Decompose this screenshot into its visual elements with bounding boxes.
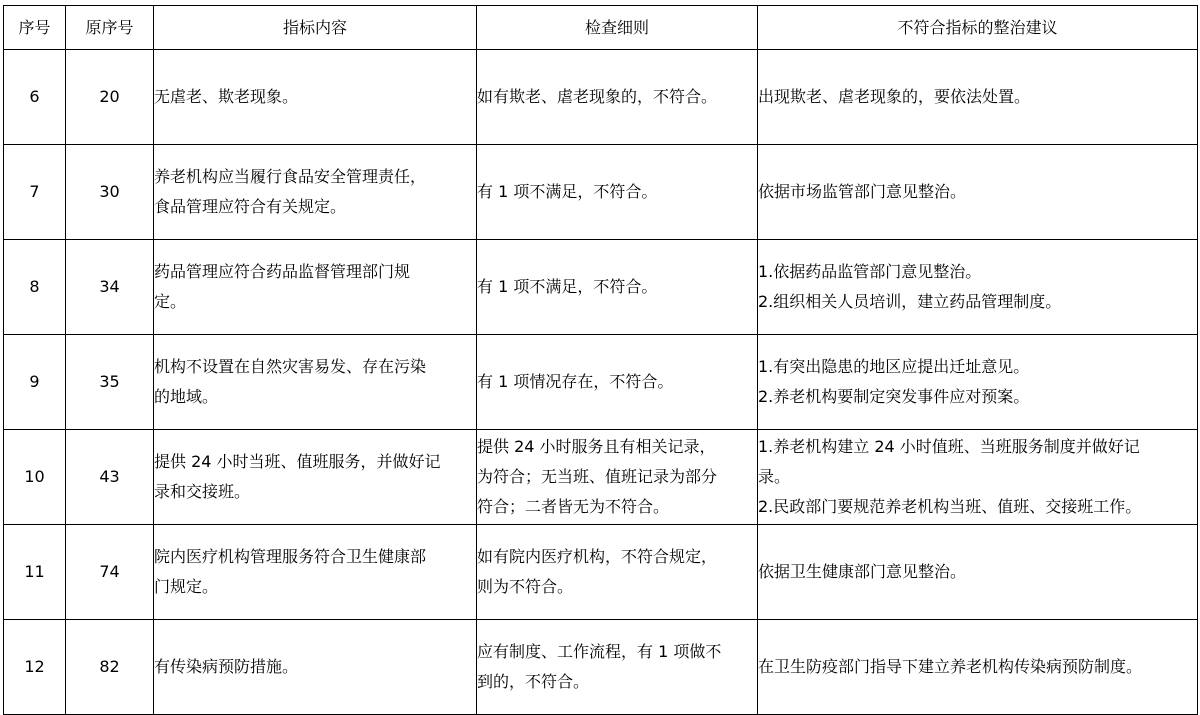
cell-content-line: 无虐老、欺老现象。 — [154, 87, 299, 106]
cell-rule — [477, 145, 758, 240]
cell-content-line: 提供 24 小时当班、值班服务，并做好记 — [154, 452, 441, 471]
cell-advice — [758, 240, 1198, 335]
cell-advice — [758, 50, 1198, 145]
cell-orig-no: 20 — [66, 50, 154, 145]
cell-rule — [477, 335, 758, 430]
cell-rule-line: 符合；二者皆无为不符合。 — [477, 497, 670, 516]
cell-content — [154, 50, 477, 145]
cell-content-line: 院内医疗机构管理服务符合卫生健康部 — [154, 547, 427, 566]
cell-content-line: 养老机构应当履行食品安全管理责任， — [154, 167, 427, 186]
cell-rule-line: 应有制度、工作流程，有 1 项做不 — [477, 642, 722, 661]
cell-content — [154, 240, 477, 335]
cell-advice-line: 2.组织相关人员培训，建立药品管理制度。 — [758, 292, 1062, 311]
cell-content — [154, 430, 477, 525]
cell-advice-line: 1.有突出隐患的地区应提出迁址意见。 — [758, 357, 1030, 376]
cell-content-line: 机构不设置在自然灾害易发、存在污染 — [154, 357, 427, 376]
cell-advice — [758, 525, 1198, 620]
cell-advice — [758, 145, 1198, 240]
cell-content-line: 食品管理应符合有关规定。 — [154, 197, 347, 216]
cell-no: 8 — [4, 240, 66, 335]
cell-no: 6 — [4, 50, 66, 145]
cell-rule-line: 有 1 项情况存在，不符合。 — [477, 372, 674, 391]
cell-content-line: 定。 — [154, 292, 187, 311]
cell-advice — [758, 620, 1198, 715]
cell-advice-line: 录。 — [758, 467, 791, 486]
cell-rule-line: 有 1 项不满足，不符合。 — [477, 277, 658, 296]
cell-advice-line: 1.依据药品监管部门意见整治。 — [758, 262, 982, 281]
cell-content-line: 录和交接班。 — [154, 482, 251, 501]
cell-rule-line: 到的，不符合。 — [477, 672, 590, 691]
cell-orig-no: 30 — [66, 145, 154, 240]
cell-advice-line: 出现欺老、虐老现象的，要依法处置。 — [758, 87, 1031, 106]
cell-content — [154, 525, 477, 620]
cell-content — [154, 145, 477, 240]
cell-advice-line: 2.民政部门要规范养老机构当班、值班、交接班工作。 — [758, 497, 1142, 516]
cell-rule-line: 如有欺老、虐老现象的，不符合。 — [477, 87, 718, 106]
header-orig-no: 原序号 — [66, 6, 154, 50]
cell-rule — [477, 240, 758, 335]
cell-advice-line: 1.养老机构建立 24 小时值班、当班服务制度并做好记 — [758, 437, 1140, 456]
cell-orig-no: 82 — [66, 620, 154, 715]
cell-content-line: 有传染病预防措施。 — [154, 657, 299, 676]
cell-no: 12 — [4, 620, 66, 715]
cell-rule — [477, 525, 758, 620]
cell-content — [154, 335, 477, 430]
table-row — [4, 525, 1198, 620]
table-row — [4, 240, 1198, 335]
cell-orig-no: 74 — [66, 525, 154, 620]
cell-advice — [758, 430, 1198, 525]
cell-content-line: 的地域。 — [154, 387, 219, 406]
cell-orig-no: 34 — [66, 240, 154, 335]
cell-no: 9 — [4, 335, 66, 430]
table-row — [4, 145, 1198, 240]
cell-rule-line: 为符合；无当班、值班记录为部分 — [477, 467, 718, 486]
cell-orig-no: 43 — [66, 430, 154, 525]
cell-advice — [758, 335, 1198, 430]
cell-no: 11 — [4, 525, 66, 620]
cell-rule-line: 提供 24 小时服务且有相关记录， — [477, 437, 716, 456]
table-header — [4, 6, 1198, 50]
cell-no: 10 — [4, 430, 66, 525]
table-row — [4, 430, 1198, 525]
cell-rule-line: 则为不符合。 — [477, 577, 574, 596]
cell-orig-no: 35 — [66, 335, 154, 430]
header-row — [4, 6, 1198, 50]
header-no: 序号 — [4, 6, 66, 50]
table-row — [4, 335, 1198, 430]
cell-advice-line: 依据市场监管部门意见整治。 — [758, 182, 967, 201]
header-rule: 检查细则 — [477, 6, 758, 50]
cell-content-line: 药品管理应符合药品监督管理部门规 — [154, 262, 411, 281]
cell-advice-line: 2.养老机构要制定突发事件应对预案。 — [758, 387, 1030, 406]
cell-content — [154, 620, 477, 715]
cell-rule — [477, 50, 758, 145]
table-body — [4, 50, 1198, 715]
cell-content-line: 门规定。 — [154, 577, 219, 596]
table-row — [4, 620, 1198, 715]
cell-rule-line: 有 1 项不满足，不符合。 — [477, 182, 658, 201]
cell-advice-line: 在卫生防疫部门指导下建立养老机构传染病预防制度。 — [758, 657, 1143, 676]
cell-rule — [477, 620, 758, 715]
header-content: 指标内容 — [154, 6, 477, 50]
header-advice: 不符合指标的整治建议 — [758, 6, 1198, 50]
cell-no: 7 — [4, 145, 66, 240]
cell-advice-line: 依据卫生健康部门意见整治。 — [758, 562, 967, 581]
inspection-table — [3, 5, 1198, 715]
cell-rule — [477, 430, 758, 525]
table-row — [4, 50, 1198, 145]
cell-rule-line: 如有院内医疗机构，不符合规定， — [477, 547, 718, 566]
